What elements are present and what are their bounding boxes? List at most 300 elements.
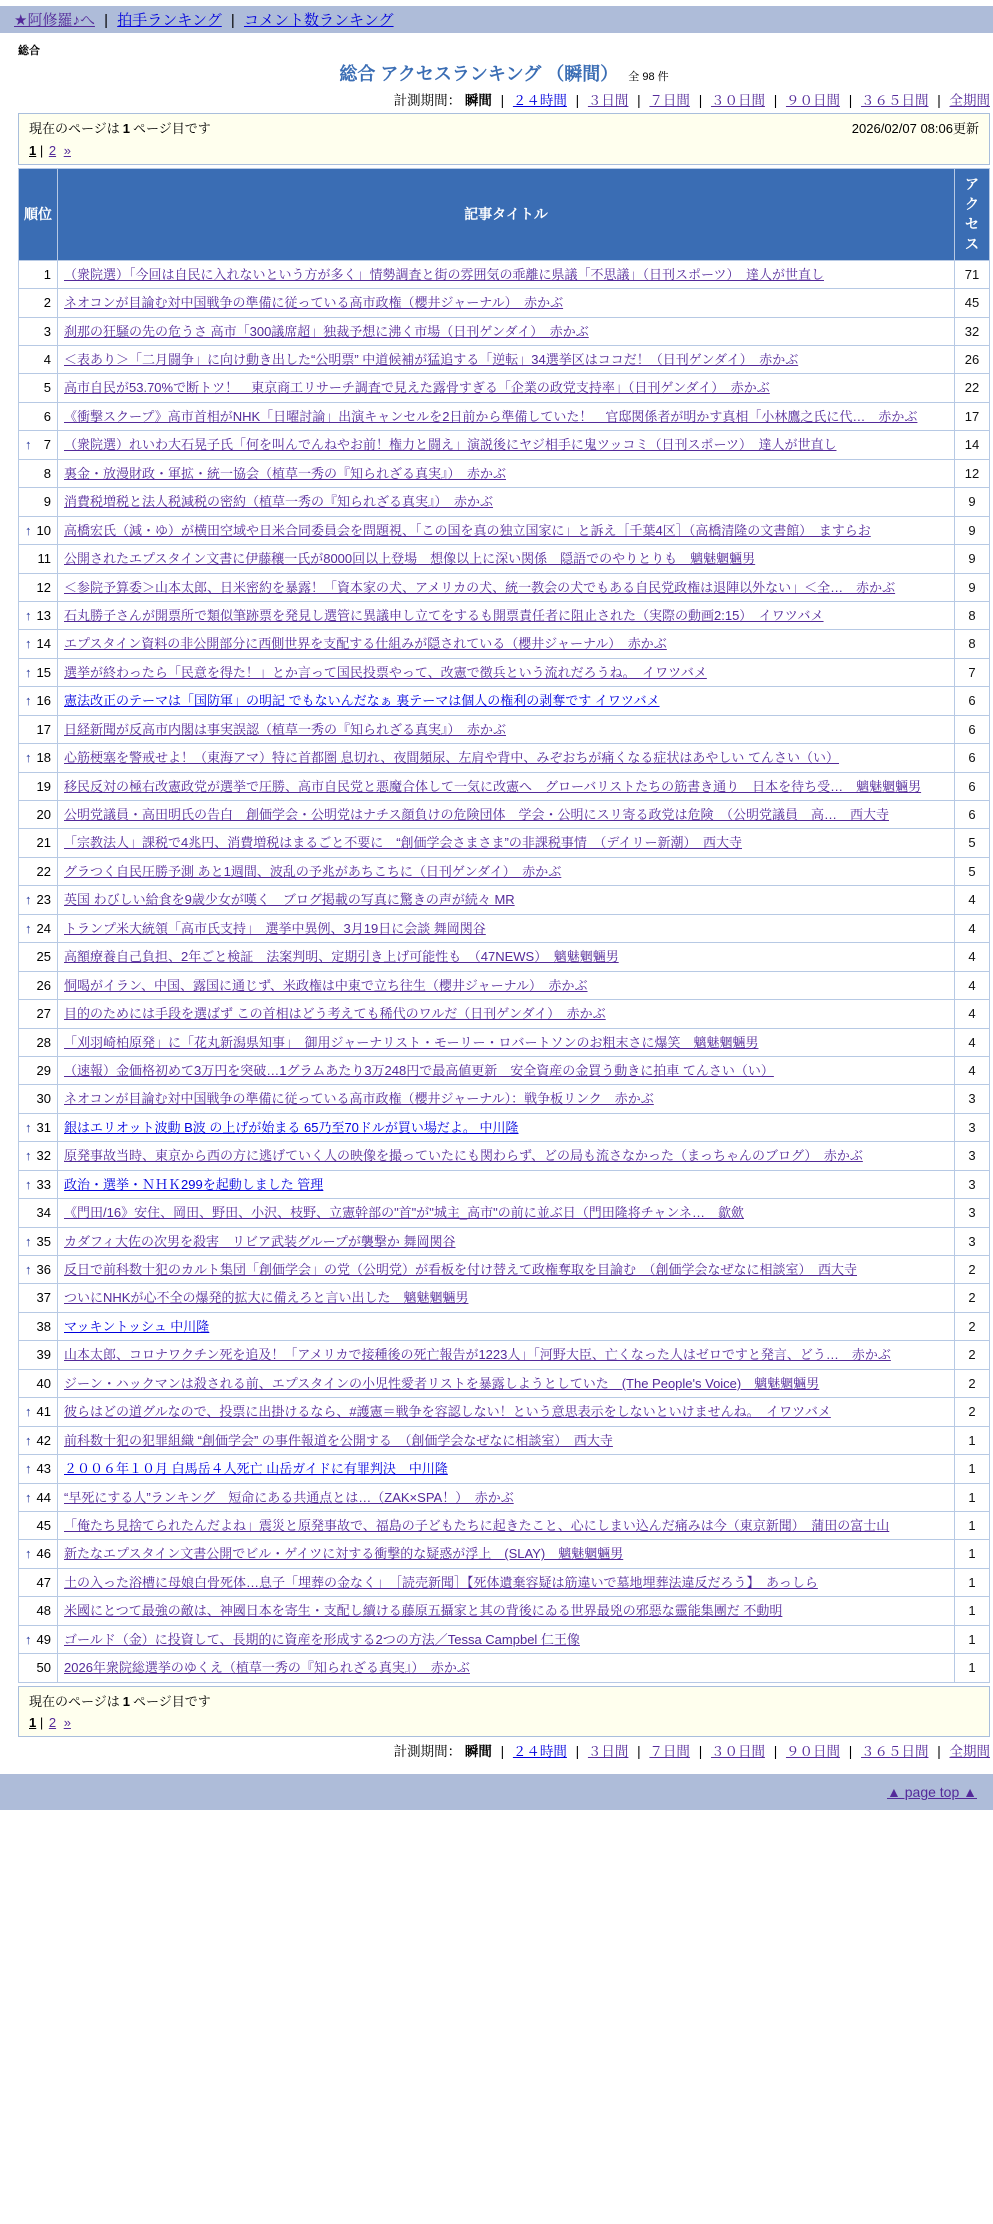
access-count: 22 xyxy=(955,374,990,402)
access-count: 12 xyxy=(955,459,990,487)
rank-cell: 38 xyxy=(19,1312,58,1340)
rank-cell: 40 xyxy=(19,1369,58,1397)
separator: | xyxy=(769,93,781,108)
table-row xyxy=(19,1455,990,1483)
article-link[interactable]: 山本太郎、コロナワクチン死を追及！「アメリカで接種後の死亡報告が1223人」「河野大臣、亡くなった人はゼロですと発言、どう… 赤かぶ xyxy=(64,1347,891,1363)
period-link[interactable]: ３６５日間 xyxy=(860,93,929,108)
table-body xyxy=(19,260,990,1682)
rank-cell: 6 xyxy=(19,402,58,430)
title-cell xyxy=(58,1625,955,1653)
access-count: 5 xyxy=(955,857,990,885)
access-count: 2 xyxy=(955,1284,990,1312)
rank-cell: 37 xyxy=(19,1284,58,1312)
page-status-number: 1 xyxy=(122,121,130,136)
table-row xyxy=(19,260,990,288)
article-link[interactable]: 高額療養自己負担、2年ごと検証 法案判明、定期引き上げ可能性も （47NEWS） 魑魅魍魎男 xyxy=(64,949,619,965)
rank-cell: 12 xyxy=(19,573,58,601)
rank-cell: ↑ 46 xyxy=(19,1540,58,1568)
col-header-title: 記事タイトル xyxy=(58,168,955,260)
page-status xyxy=(29,1692,211,1712)
access-count: 1 xyxy=(955,1455,990,1483)
article-link[interactable]: 銀はエリオット波動 B波 の上げが始まる 65乃至70ドルが買い場だよ。 中川隆 xyxy=(64,1119,519,1135)
rank-up-icon: ↑ xyxy=(25,1404,32,1420)
updated-timestamp: 2026/02/07 08:06更新 xyxy=(851,121,979,136)
title-cell xyxy=(58,1426,955,1454)
page-top-link[interactable]: ▲ page top ▲ xyxy=(887,1784,977,1801)
title-cell xyxy=(58,1284,955,1312)
table-row xyxy=(19,1256,990,1284)
rank-cell: 26 xyxy=(19,971,58,999)
access-count: 2 xyxy=(955,1341,990,1369)
article-link[interactable]: ジーン・ハックマンは殺される前、エプスタインの小児性愛者リストを暴露しようとしていた (The People's Voice) 魑魅魍魎男 xyxy=(64,1375,820,1391)
separator: | xyxy=(633,1744,645,1760)
period-link[interactable]: ３０日間 xyxy=(710,1744,765,1760)
rank-cell: ↑ 7 xyxy=(19,431,58,459)
access-count: 4 xyxy=(955,1000,990,1028)
table-row xyxy=(19,971,990,999)
rank-up-icon: ↑ xyxy=(25,1148,32,1164)
separator: | xyxy=(226,12,239,29)
rank-up-icon: ↑ xyxy=(25,892,32,908)
col-header-access: アクセス xyxy=(955,168,990,260)
pagination-box-bottom xyxy=(18,1686,990,1738)
table-row xyxy=(19,402,990,430)
ranking-page xyxy=(0,6,993,1838)
article-link[interactable]: 政治・選挙・ＮＨＫ299を起動しました 管理 xyxy=(64,1176,324,1192)
separator: | xyxy=(694,93,706,108)
title-cell xyxy=(58,1369,955,1397)
table-row xyxy=(19,516,990,544)
access-count: 32 xyxy=(955,317,990,345)
table-row xyxy=(19,601,990,629)
rank-cell: ↑ 10 xyxy=(19,516,58,544)
access-count: 3 xyxy=(955,1085,990,1113)
content-area xyxy=(18,42,990,1760)
title-cell xyxy=(58,971,955,999)
access-count: 2 xyxy=(955,1398,990,1426)
article-link[interactable]: 選挙が終わったら「民意を得た！」とか言って国民投票やって、改憲で徴兵という流れだろうね。 イワツバメ xyxy=(64,664,707,680)
article-link[interactable]: 恫喝がイラン、中国、露国に通じず、米政権は中東で立ち往生（櫻井ジャーナル） 赤かぶ xyxy=(64,977,588,993)
rank-cell: 29 xyxy=(19,1056,58,1084)
table-row xyxy=(19,1597,990,1625)
access-count: 71 xyxy=(955,260,990,288)
table-row xyxy=(19,744,990,772)
table-row xyxy=(19,459,990,487)
article-link[interactable]: 公開されたエプスタイン文書に伊藤穰一氏が8000回以上登場 想像以上に深い関係 隠語でのやりとりも 魑魅魍魎男 xyxy=(64,551,756,567)
rank-cell: 4 xyxy=(19,346,58,374)
table-row xyxy=(19,1028,990,1056)
category-label: 総合 xyxy=(18,45,40,57)
top-nav-link[interactable]: ★阿修羅♪へ xyxy=(14,12,95,29)
rank-cell: 8 xyxy=(19,459,58,487)
table-row xyxy=(19,1625,990,1653)
rank-cell: 27 xyxy=(19,1000,58,1028)
page-status-line xyxy=(29,1692,979,1712)
article-link[interactable]: 《門田/16》安住、岡田、野田、小沢、枝野、立憲幹部の"首"が"城主_高市"の前に並ぶ日（門田隆将チャンネ… 歙歛 xyxy=(64,1205,744,1221)
title-cell xyxy=(58,1199,955,1227)
article-link[interactable]: 日経新聞が反高市内閣は事実誤認（植草一秀の『知られざる真実』） 赤かぶ xyxy=(64,721,507,737)
article-link[interactable]: エプスタイン資料の非公開部分に西側世界を支配する仕組みが隠されている（櫻井ジャーナル） 赤かぶ xyxy=(64,636,667,652)
table-row xyxy=(19,346,990,374)
access-count: 45 xyxy=(955,289,990,317)
article-link[interactable]: 新たなエプスタイン文書公開でビル・ゲイツに対する衝撃的な疑惑が浮上 (SLAY) 魑魅魍魎男 xyxy=(64,1546,624,1562)
title-cell xyxy=(58,801,955,829)
table-row xyxy=(19,289,990,317)
article-link[interactable]: 英国 わびしい給食を9歳少女が嘆く ブログ掲載の写真に驚きの声が続々 MR xyxy=(64,892,515,908)
rank-cell: 9 xyxy=(19,488,58,516)
title-cell xyxy=(58,886,955,914)
title-cell xyxy=(58,1085,955,1113)
rank-cell: 22 xyxy=(19,857,58,885)
period-label: 計測期間： xyxy=(393,93,465,108)
title-cell xyxy=(58,1511,955,1539)
rank-cell: ↑ 31 xyxy=(19,1113,58,1141)
article-link[interactable]: （速報）金価格初めて3万円を突破…1グラムあたり3万248円で最高値更新 安全資産の金買う動きに拍車 てんさい（い） xyxy=(64,1062,774,1078)
rank-cell: 21 xyxy=(19,829,58,857)
rank-up-icon: ↑ xyxy=(25,607,32,623)
table-header xyxy=(19,168,990,260)
page-2-link[interactable]: 2 xyxy=(48,1715,57,1731)
rank-up-icon: ↑ xyxy=(25,664,32,680)
article-link[interactable]: グラつく自民圧勝予測 あと1週間、波乱の予兆があちこちに（日刊ゲンダイ） 赤かぶ xyxy=(64,863,562,879)
rank-cell: ↑ 41 xyxy=(19,1398,58,1426)
separator: | xyxy=(496,1744,508,1760)
article-link[interactable]: 前科数十犯の犯罪組織 “創価学会” の事件報道を公開する （創価学会なぜなに相談室） 西大寺 xyxy=(64,1432,613,1448)
top-nav xyxy=(0,6,993,33)
table-row xyxy=(19,1085,990,1113)
rank-up-icon: ↑ xyxy=(25,1233,32,1249)
table-row xyxy=(19,1568,990,1596)
access-count: 3 xyxy=(955,1199,990,1227)
rank-cell: 5 xyxy=(19,374,58,402)
article-link[interactable]: 石丸勝子さんが開票所で類似筆跡票を発見し選管に異議申し立てをするも開票責任者に阻止された（実際の動画2:15） イワツバメ xyxy=(64,607,824,623)
title-cell xyxy=(58,772,955,800)
article-link[interactable]: 「俺たち見捨てられたんだよね」震災と原発事故で、福島の子どもたちに起きたこと、心にしまい込んだ痛みは今（東京新聞） 蒲田の富士山 xyxy=(64,1517,890,1533)
rank-cell: ↑ 32 xyxy=(19,1142,58,1170)
rank-cell: ↑ 24 xyxy=(19,914,58,942)
table-row xyxy=(19,1540,990,1568)
total-count: 全 98 件 xyxy=(628,71,669,83)
period-link[interactable]: ３日間 xyxy=(587,1744,629,1760)
access-count: 9 xyxy=(955,516,990,544)
article-link[interactable]: 《衝撃スクープ》高市首相がNHK「日曜討論」出演キャンセルを2日前から準備していた！ 官邸関係者が明かす真相「小林鷹之氏に代… 赤かぶ xyxy=(64,408,918,424)
rank-cell: ↑ 49 xyxy=(19,1625,58,1653)
table-row xyxy=(19,658,990,686)
table-row xyxy=(19,1398,990,1426)
article-link[interactable]: 「刈羽崎柏原発」に「花丸新潟県知事」 御用ジャーナリスト・モーリー・ロバートソンのお粗末さに爆笑 魑魅魍魎男 xyxy=(64,1034,759,1050)
page-status-suffix: ページ目です xyxy=(132,121,211,136)
access-count: 2 xyxy=(955,1369,990,1397)
period-link[interactable]: ７日間 xyxy=(649,1744,690,1760)
rank-cell: 45 xyxy=(19,1511,58,1539)
current-page-number: 1 xyxy=(29,1715,37,1731)
rank-up-icon: ↑ xyxy=(25,1176,32,1192)
rank-up-icon: ↑ xyxy=(25,1631,32,1647)
rank-up-icon: ↑ xyxy=(25,750,32,766)
table-row xyxy=(19,374,990,402)
rank-up-icon: ↑ xyxy=(25,437,32,453)
title-cell xyxy=(58,260,955,288)
title-cell xyxy=(58,488,955,516)
title-cell xyxy=(58,1568,955,1596)
table-row xyxy=(19,1227,990,1255)
access-count: 6 xyxy=(955,801,990,829)
title-cell xyxy=(58,744,955,772)
period-link[interactable]: ９０日間 xyxy=(785,93,840,108)
access-count: 8 xyxy=(955,630,990,658)
title-cell xyxy=(58,857,955,885)
article-link[interactable]: （衆院選）れいわ大石晃子氏「何を叫んでんねやお前！権力と闘え」演説後にヤジ相手に鬼ツッコミ（日刊スポーツ） 達人が世直し xyxy=(64,437,837,453)
table-row xyxy=(19,630,990,658)
title-row xyxy=(18,60,990,86)
separator: | xyxy=(633,93,645,108)
table-row xyxy=(19,1056,990,1084)
article-link[interactable]: ネオコンが目論む対中国戦争の準備に従っている高市政権（櫻井ジャーナル）：戦争板リンク 赤かぶ xyxy=(64,1091,654,1107)
article-link[interactable]: ついにNHKが心不全の爆発的拡大に備えろと言い出した 魑魅魍魎男 xyxy=(64,1290,469,1306)
rank-cell: 39 xyxy=(19,1341,58,1369)
access-count: 6 xyxy=(955,744,990,772)
access-count: 4 xyxy=(955,971,990,999)
rank-cell: 17 xyxy=(19,715,58,743)
page-status xyxy=(29,119,211,139)
rank-cell: ↑ 23 xyxy=(19,886,58,914)
access-count: 6 xyxy=(955,715,990,743)
rank-cell: 50 xyxy=(19,1654,58,1682)
page-status-line xyxy=(29,119,979,139)
access-count: 1 xyxy=(955,1654,990,1682)
table-row xyxy=(19,857,990,885)
page-top-bar xyxy=(0,1774,993,1810)
article-link[interactable]: ネオコンが目論む対中国戦争の準備に従っている高市政権（櫻井ジャーナル） 赤かぶ xyxy=(64,295,564,311)
article-link[interactable]: 米國にとつて最強の敵は、神國日本を寄生・支配し續ける藤原五攝家と其の背後にゐる世界最兇の邪惡な靈能集團だ 不動明 xyxy=(64,1603,783,1619)
rank-up-icon: ↑ xyxy=(25,1489,32,1505)
top-nav-link[interactable]: 拍手ランキング xyxy=(117,12,222,29)
rank-cell: ↑ 35 xyxy=(19,1227,58,1255)
title-cell xyxy=(58,545,955,573)
period-link[interactable]: ９０日間 xyxy=(785,1744,840,1760)
title-cell xyxy=(58,1398,955,1426)
article-link[interactable]: “早死にする人”ランキング 短命にある共通点とは…（ZAK×SPA！） 赤かぶ xyxy=(64,1489,514,1505)
title-cell xyxy=(58,1312,955,1340)
period-link[interactable]: ３６５日間 xyxy=(860,1744,929,1760)
title-cell xyxy=(58,601,955,629)
rank-cell: 2 xyxy=(19,289,58,317)
page-title: 総合 アクセスランキング （瞬間） xyxy=(339,64,619,84)
table-row xyxy=(19,1369,990,1397)
pagination xyxy=(29,1715,979,1730)
access-count: 4 xyxy=(955,943,990,971)
table-row xyxy=(19,914,990,942)
period-link[interactable]: ２４時間 xyxy=(512,1744,567,1760)
rank-cell: 19 xyxy=(19,772,58,800)
title-cell xyxy=(58,687,955,715)
next-page-link[interactable]: » xyxy=(63,1715,71,1731)
title-cell xyxy=(58,1056,955,1084)
rank-cell: ↑ 15 xyxy=(19,658,58,686)
title-cell xyxy=(58,1028,955,1056)
table-row xyxy=(19,943,990,971)
rank-cell: ↑ 18 xyxy=(19,744,58,772)
rank-cell: 34 xyxy=(19,1199,58,1227)
access-count: 17 xyxy=(955,402,990,430)
article-link[interactable]: 刹那の狂騒の先の危うさ 高市「300議席超」独裁予想に沸く市場（日刊ゲンダイ） 赤かぶ xyxy=(64,323,589,339)
access-count: 6 xyxy=(955,772,990,800)
period-link[interactable]: ３０日間 xyxy=(710,93,765,108)
title-cell xyxy=(58,431,955,459)
title-cell xyxy=(58,346,955,374)
table-row xyxy=(19,1341,990,1369)
title-cell xyxy=(58,1455,955,1483)
article-link[interactable]: 移民反対の極右改憲政党が選挙で圧勝、高市自民党と悪魔合体して一気に改憲へ グローバリストたちの筋書き通り 日本を待ち受… 魑魅魍魎男 xyxy=(64,778,922,794)
article-link[interactable]: （衆院選）「今回は自民に入れないという方が多く」情勢調査と街の雰囲気の乖離に県議「不思議」（日刊スポーツ） 達人が世直し xyxy=(64,266,824,282)
article-link[interactable]: 「宗教法人」課税で4兆円、消費増税はまるごと不要に “創価学会さまさま”の非課税事情 （デイリー新潮） 西大寺 xyxy=(64,835,742,851)
rank-cell: 20 xyxy=(19,801,58,829)
access-count: 1 xyxy=(955,1483,990,1511)
separator: | xyxy=(571,1744,583,1760)
period-current: 瞬間 xyxy=(464,93,492,108)
table-row xyxy=(19,1113,990,1141)
table-row xyxy=(19,772,990,800)
period-link[interactable]: 全期間 xyxy=(949,1744,990,1760)
title-cell xyxy=(58,1483,955,1511)
access-count: 8 xyxy=(955,601,990,629)
article-link[interactable]: 目的のためには手段を選ばず この首相はどう考えても稀代のワルだ（日刊ゲンダイ） 赤かぶ xyxy=(64,1006,606,1022)
separator: | xyxy=(844,93,856,108)
table-row xyxy=(19,1511,990,1539)
separator: | xyxy=(694,1744,706,1760)
rank-up-icon: ↑ xyxy=(25,1119,32,1135)
title-cell xyxy=(58,630,955,658)
article-link[interactable]: ２００６年１０月 白馬岳４人死亡 山岳ガイドに有罪判決 中川隆 xyxy=(64,1461,448,1477)
period-link[interactable]: ７日間 xyxy=(649,93,690,108)
access-count: 14 xyxy=(955,431,990,459)
title-cell xyxy=(58,1227,955,1255)
access-count: 9 xyxy=(955,488,990,516)
access-count: 4 xyxy=(955,1056,990,1084)
table-row xyxy=(19,687,990,715)
title-cell xyxy=(58,1341,955,1369)
title-cell xyxy=(58,943,955,971)
article-link[interactable]: 2026年衆院総選挙のゆくえ（植草一秀の『知られざる真実』） 赤かぶ xyxy=(64,1660,470,1676)
article-link[interactable]: 消費税増税と法人税減税の密約（植草一秀の『知られざる真実』） 赤かぶ xyxy=(64,494,494,510)
separator: | xyxy=(933,93,945,108)
access-count: 1 xyxy=(955,1426,990,1454)
article-link[interactable]: 高橋宏氏（減・ゆ）が横田空域や日米合同委員会を問題視、「この国を真の独立国家に」と訴え［千葉4区］（高橋清隆の文書館） ますらお xyxy=(64,522,871,538)
article-link[interactable]: ＜表あり＞「二月闘争」に向け動き出した“公明票” 中道候補が猛追する「逆転」34選挙区はココだ！（日刊ゲンダイ） 赤かぶ xyxy=(64,352,799,367)
access-count: 4 xyxy=(955,914,990,942)
access-count: 1 xyxy=(955,1540,990,1568)
article-link[interactable]: 原発事故当時、東京から西の方に逃げていく人の映像を撮っていたにも関わらず、どの局も流さなかった（まっちゃんのブログ） 赤かぶ xyxy=(64,1148,863,1164)
rank-up-icon: ↑ xyxy=(25,1432,32,1448)
article-link[interactable]: ゴールド（金）に投資して、長期的に資産を形成する2つの方法／Tessa Campbel 仁王像 xyxy=(64,1631,580,1647)
article-link[interactable]: マッキントッシュ 中川隆 xyxy=(64,1318,210,1334)
title-cell xyxy=(58,658,955,686)
separator: | xyxy=(496,93,508,108)
separator: | xyxy=(933,1744,945,1760)
article-link[interactable]: 彼らはどの道グルなので、投票に出掛けるなら、#護憲＝戦争を容認しない！という意思表示をしないといけませんね。 イワツバメ xyxy=(64,1404,831,1420)
article-link[interactable]: カダフィ大佐の次男を殺害 リビア武装グループが襲撃か 舞岡関谷 xyxy=(64,1233,456,1249)
rank-cell: 11 xyxy=(19,545,58,573)
article-link[interactable]: 心筋梗塞を警戒せよ！（東海アマ）特に首都圏 息切れ、夜間頻尿、左肩や背中、みぞおちが痛くなる症状はあやしい てんさい（い） xyxy=(64,750,840,766)
table-row xyxy=(19,1199,990,1227)
table-row xyxy=(19,1426,990,1454)
article-link[interactable]: 高市自民が53.70%で断トツ！ 東京商工リサーチ調査で見えた露骨すぎる「企業の政党支持率」（日刊ゲンダイ） 赤かぶ xyxy=(64,380,770,396)
access-count: 26 xyxy=(955,346,990,374)
rank-cell: ↑ 44 xyxy=(19,1483,58,1511)
separator: | xyxy=(844,1744,856,1760)
rank-up-icon: ↑ xyxy=(25,1262,32,1277)
rank-cell: 1 xyxy=(19,260,58,288)
page-2-link[interactable]: 2 xyxy=(48,142,57,158)
table-row xyxy=(19,317,990,345)
pagination-box-top xyxy=(18,113,990,165)
article-link[interactable]: ＜参院予算委＞山本太郎、日米密約を暴露！「資本家の犬、アメリカの犬、統一教会の犬でもある自民党政権は退陣以外ない」＜全… 赤かぶ xyxy=(64,579,896,595)
article-link[interactable]: 公明党議員・高田明氏の告白 創価学会・公明党はナチス顔負けの危険団体 学会・公明にスリ寄る政党は危険 （公明党議員 高… 西大寺 xyxy=(64,807,889,822)
rank-cell: 30 xyxy=(19,1085,58,1113)
access-count: 9 xyxy=(955,545,990,573)
period-label: 計測期間： xyxy=(393,1744,465,1760)
article-link[interactable]: 憲法改正のテーマは「国防軍」の明記 でもないんだなぁ 裏テーマは個人の権利の剥奪です イワツバメ xyxy=(64,693,660,709)
article-link[interactable]: トランプ米大統領「高市氏支持」 選挙中異例、3月19日に会談 舞岡関谷 xyxy=(64,920,486,936)
table-row xyxy=(19,488,990,516)
title-cell xyxy=(58,914,955,942)
access-count: 2 xyxy=(955,1256,990,1284)
access-count: 1 xyxy=(955,1568,990,1596)
top-nav-link[interactable]: コメント数ランキング xyxy=(243,12,394,29)
title-cell xyxy=(58,374,955,402)
title-cell xyxy=(58,317,955,345)
access-count: 3 xyxy=(955,1113,990,1141)
article-link[interactable]: 土の入った浴槽に母娘白骨死体…息子「埋葬の金なく」 ［読売新聞］【死体遺棄容疑は筋違いで墓地埋葬法違反だろう】 あっしら xyxy=(64,1574,818,1590)
access-count: 7 xyxy=(955,658,990,686)
col-header-rank: 順位 xyxy=(19,168,58,260)
rank-cell: ↑ 42 xyxy=(19,1426,58,1454)
title-cell xyxy=(58,573,955,601)
access-count: 1 xyxy=(955,1625,990,1653)
next-page-link[interactable]: » xyxy=(63,142,71,158)
current-page-number: 1 xyxy=(29,142,37,158)
period-link[interactable]: ３日間 xyxy=(587,93,629,108)
article-link[interactable]: 反日で前科数十犯のカルト集団「創価学会」の党（公明党）が看板を付け替えて政権奪取を目論む （創価学会なぜなに相談室） 西大寺 xyxy=(64,1262,858,1277)
table-row xyxy=(19,1483,990,1511)
article-link[interactable]: 裏金・放漫財政・軍拡・統一協会（植草一秀の『知られざる真実』） 赤かぶ xyxy=(64,465,507,481)
title-cell xyxy=(58,516,955,544)
period-current: 瞬間 xyxy=(464,1744,492,1760)
rank-up-icon: ↑ xyxy=(25,920,32,936)
rank-up-icon: ↑ xyxy=(25,636,32,652)
separator: | xyxy=(99,12,113,29)
title-cell xyxy=(58,1000,955,1028)
period-link[interactable]: ２４時間 xyxy=(512,93,567,108)
title-cell xyxy=(58,1540,955,1568)
table-row xyxy=(19,1312,990,1340)
access-count: 5 xyxy=(955,829,990,857)
table-row xyxy=(19,829,990,857)
page-status-suffix: ページ目です xyxy=(132,1693,211,1709)
period-nav-top xyxy=(18,89,990,109)
title-cell xyxy=(58,1113,955,1141)
title-cell xyxy=(58,289,955,317)
title-cell xyxy=(58,715,955,743)
access-count: 2 xyxy=(955,1312,990,1340)
table-row xyxy=(19,1654,990,1682)
title-cell xyxy=(58,1597,955,1625)
rank-cell: ↑ 13 xyxy=(19,601,58,629)
period-link[interactable]: 全期間 xyxy=(949,93,990,108)
table-row xyxy=(19,545,990,573)
title-cell xyxy=(58,1256,955,1284)
rank-cell: 48 xyxy=(19,1597,58,1625)
